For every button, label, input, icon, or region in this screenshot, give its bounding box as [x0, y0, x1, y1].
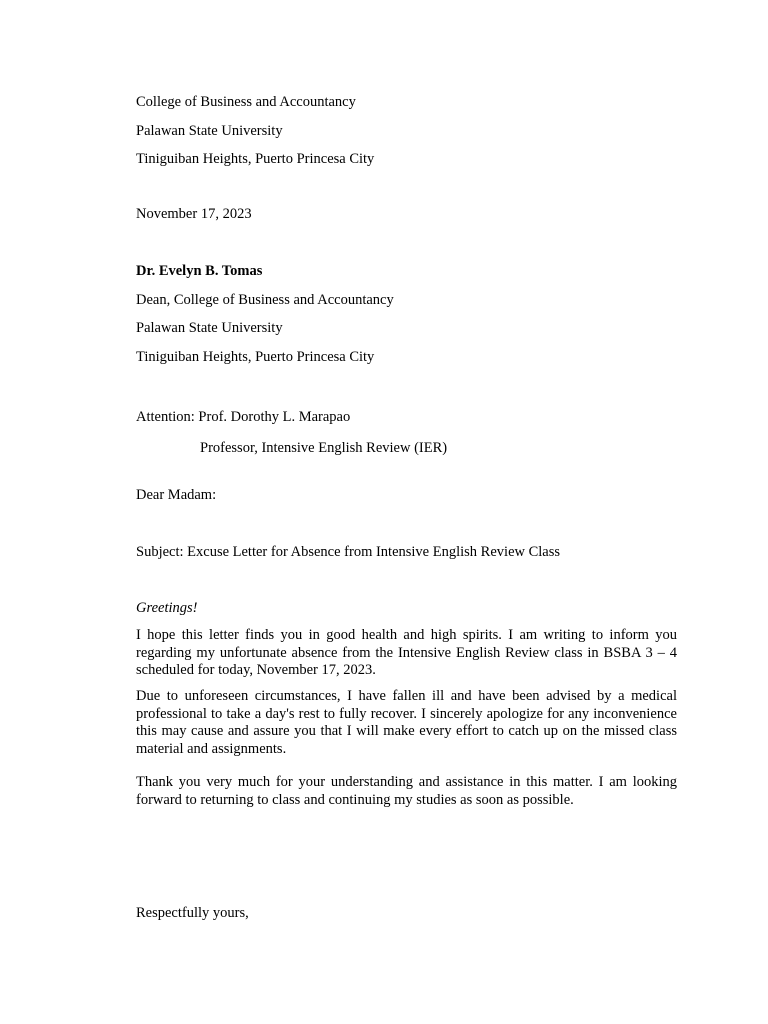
body-paragraph-2: Due to unforeseen circumstances, I have fallen ill and have been advised by a medical professional to take a day's rest to fully recover. I sincerely apologize for any inconvenience this may cause and assure you that I will make every effort to catch up on the missed class material and assignments. — [136, 688, 677, 757]
letter-date-block — [136, 206, 677, 223]
recipient-title: Dean, College of Business and Accountancy — [136, 291, 394, 308]
attention-title: Professor, Intensive English Review (IER) — [200, 440, 448, 456]
body-paragraph-1: I hope this letter finds you in good health and high spirits. I am writing to inform you regarding my unfortunate absence from the Intensive English Review class in BSBA 3 – 4 scheduled for today, November 17, 2023. — [136, 627, 677, 678]
recipient-org: Palawan State University — [136, 320, 283, 336]
attention-block — [136, 402, 677, 464]
body-paragraph-3: Thank you very much for your understanding and assistance in this matter. I am looking forward to returning to class and continuing my studies as soon as possible. — [136, 774, 677, 808]
salutation-block — [136, 487, 677, 504]
sender-line-2: Palawan State University — [136, 122, 283, 139]
recipient-name: Dr. Evelyn B. Tomas — [136, 263, 263, 279]
sender-line-3: Tiniguiban Heights, Puerto Princesa City — [136, 151, 375, 167]
attention-line: Attention: Prof. Dorothy L. Marapao — [136, 409, 351, 425]
recipient-address — [136, 257, 677, 371]
letter-date: November 17, 2023 — [136, 206, 252, 222]
closing: Respectfully yours, — [136, 905, 249, 921]
subject-line: Subject: Excuse Letter for Absence from Intensive English Review Class — [136, 544, 561, 560]
greeting-block — [136, 600, 677, 617]
greeting: Greetings! — [136, 600, 198, 616]
recipient-address-line: Tiniguiban Heights, Puerto Princesa City — [136, 348, 375, 365]
subject-block — [136, 544, 677, 561]
closing-block — [136, 905, 677, 922]
sender-line-1: College of Business and Accountancy — [136, 94, 356, 110]
sender-address — [136, 88, 677, 174]
salutation: Dear Madam: — [136, 487, 217, 503]
